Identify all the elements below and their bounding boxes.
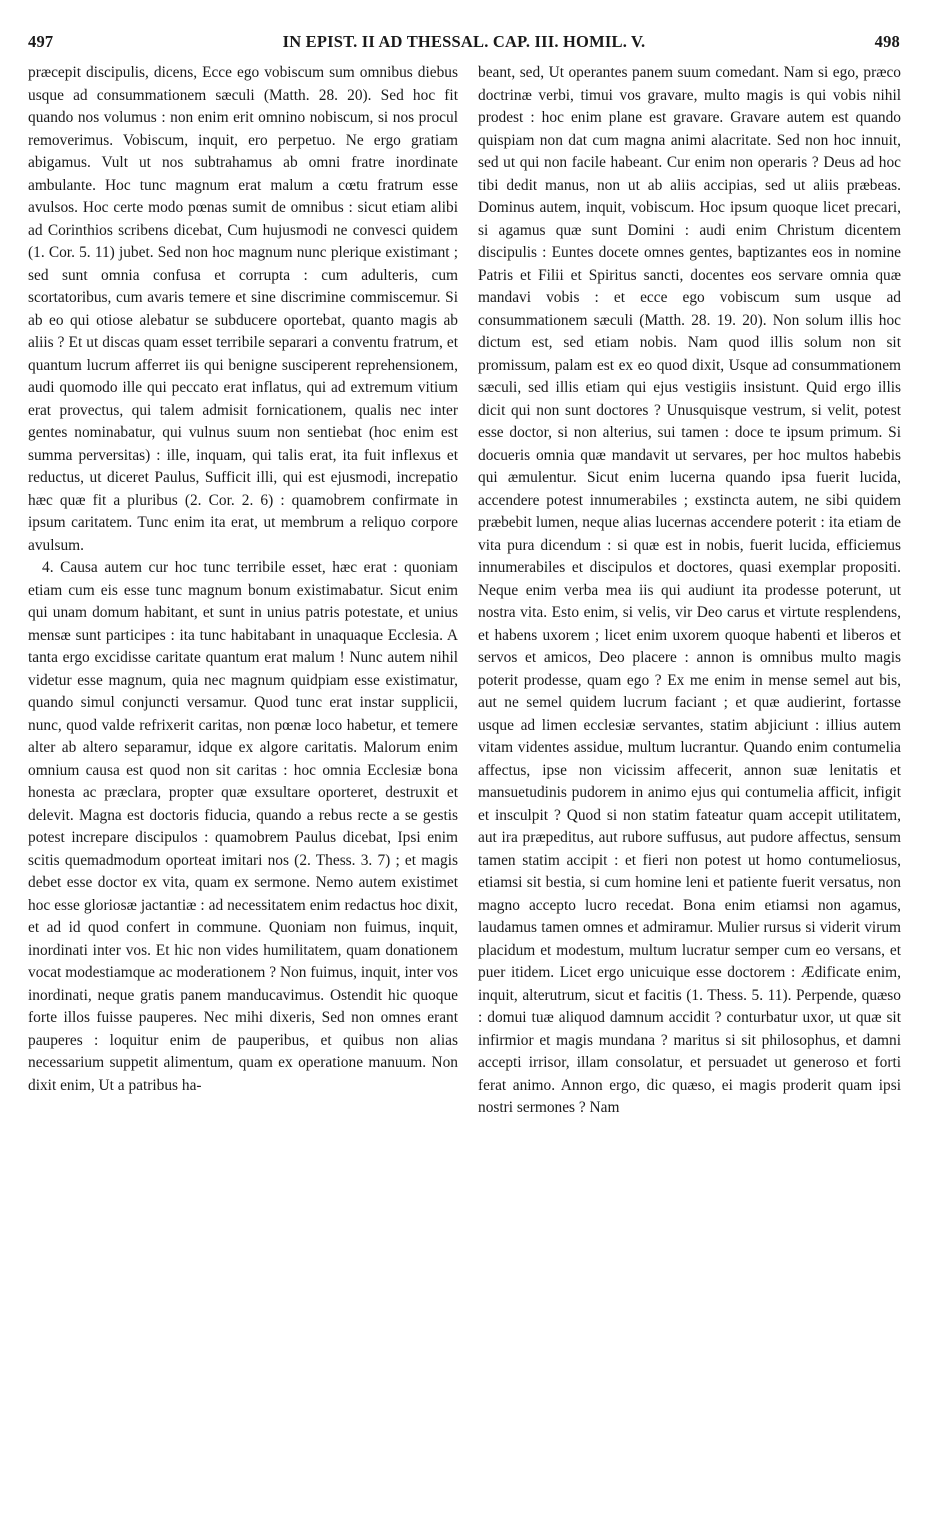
right-column <box>478 62 901 1482</box>
running-header <box>28 32 900 58</box>
page-number-left: 497 <box>28 32 54 51</box>
left-paragraph-1: præcepit discipulis, dicens, Ecce ego vobiscum sum omnibus diebus usque ad consummationem sæculi (Matth. 28. 20). Sed hoc fit quando nos volumus : non enim erit omnino nobiscum, si nos procul removerimus. Vobiscum, inquit, ero perpetuo. Ne ergo gratiam abigamus. Vult ut nos subtrahamus ab omni fratre inordinate ambulante. Hoc tunc magnum erat malum a cœtu fratrum esse avulsos. Hoc certe modo pœnas sumit de omnibus : sicut etiam alibi ad Corinthios scribens dicebat, Cum hujusmodi ne convesci quidem (1. Cor. 5. 11) jubet. Sed non hoc magnum nunc plerique existimant ; sed sunt omnia confusa et corrupta : cum adulteris, cum scortatoribus, cum avaris temere et sine discrimine commiscemur. Si ab eo qui otiose alebatur se subducere oportebat, quanto magis ab aliis ? Et ut discas quam esset terribile separari a conventu fratrum, et quantum lucrum afferret iis qui benigne susciperent reprehensionem, audi quomodo ille qui peccato erat inflatus, qui ad extremum vitium erat provectus, qui talem admisit fornicationem, qualis nec inter gentes nominabatur, qui vulnus suum non sentiebat (hoc enim est summa perversitas) : ille, inquam, qui talis erat, ita fuit inflexus et reductus, ut diceret Paulus, Sufficit illi, qui est ejusmodi, increpatio hæc quæ fit a pluribus (2. Cor. 2. 6) : quamobrem confirmate in ipsum caritatem. Tunc enim ita erat, ut membrum a reliquo corpore avulsum. <box>28 64 458 554</box>
left-paragraph-2: 4. Causa autem cur hoc tunc terribile esset, hæc erat : quoniam etiam cum eis esse tunc magnum bonum existimabatur. Sicut enim qui unam domum habitant, et sunt in unius patris potestate, et unius mensæ sunt participes : ita tunc habitabant in unaquaque Ecclesia. A tanta ergo excidisse caritate quantum erat malum ! Nunc autem nihil videtur esse magnum, quia nec magnum quidpiam esse existimatur, quando simul conjuncti versamur. Quod tunc erat instar supplicii, nunc, quod valde refrixerit caritas, non pœnæ loco habetur, et temere alter ab altero separamur, idque ex algore caritatis. Malorum enim omnium causa est quod non sit caritas : hoc omnia Ecclesiæ bona honesta ac præclara, propter quæ exsultare oporteret, destruxit et delevit. Magna est doctoris fiducia, quando a rebus recte a se gestis potest increpare discipulos : quamobrem Paulus dicebat, Ipsi enim scitis quemadmodum oporteat imitari nos (2. Thess. 3. 7) ; et magis debet esse doctor ex vita, quam ex sermone. Nemo autem existimet hoc esse gloriosæ jactantiæ : ad necessitatem enim redactus hoc dixit, et ad id quod confert in commune. Quoniam non fuimus, inquit, inordinati inter vos. Et hic non vides humilitatem, quam donationem vocat modestiamque ac moderationem ? Non fuimus, inquit, inter vos inordinati, neque gratis panem manducavimus. Ostendit hic quoque forte illos fuisse pauperes. Nec mihi dixeris, Sed non omnes erant pauperes : loquitur enim de pauperibus, et quibus non alias necessarium suppetit alimentum, quam ex operatione manuum. Non dixit enim, Ut a patribus ha- <box>28 559 458 1094</box>
page-number-right: 498 <box>874 32 900 51</box>
right-paragraph-1: beant, sed, Ut operantes panem suum comedant. Nam si ego, præco doctrinæ verbi, timui vos gravare, multo magis is qui vobis nihil prodest : hoc enim plane est gravare. Gravare autem est quando quispiam non dat cum magna animi alacritate. Sed non hoc innuit, sed ut qui non facile habeant. Cur enim non operaris ? Deus ad hoc tibi dedit manus, non ut ab aliis accipias, sed ut aliis præbeas. Dominus autem, inquit, vobiscum. Hoc ipsum quoque licet precari, si agamus quæ sunt Domini : audi enim Christum dicentem discipulis : Euntes docete omnes gentes, baptizantes eos in nomine Patris et Filii et Spiritus sancti, docentes eos servare omnia quæ mandavi vobis : et ecce ego vobiscum sum usque ad consummationem sæculi (Matth. 28. 19. 20). Non solum illis hoc dictum est, sed etiam nobis. Nam quod illis solum non sit promissum, palam est ex eo quod dixit, Usque ad consummationem sæculi, sed illis etiam qui ejus vestigiis insistunt. Quid ergo illis dicit qui non sunt doctores ? Unusquisque vestrum, si velit, potest esse doctor, si non alterius, sui tamen : doce te ipsum primum. Si docueris omnia quæ mandavit ut servares, per hoc multos habebis qui æmulentur. Sicut enim lucerna quando ipsa fuerit lucida, accendere potest innumerabiles ; exstincta autem, ne sibi quidem præbebit lumen, neque alias lucernas accendere poterit : ita etiam de vita pura dicendum : si quæ est in nobis, fuerit lucida, efficiemus innumerabiles et discipulos et doctores, quasi exemplar propositi. Neque enim verba mea iis qui audiunt ita prodesse poterunt, ut nostra vita. Esto enim, si velis, vir Deo carus et virtute resplendens, et habens uxorem ; licet enim uxorem quoque habenti et liberos et servos et amicos, Deo placere : annon is omnibus multo magis poterit prodesse, quam ego ? Ex me enim in mense semel aut bis, aut ne semel quidem lucrum faciant ; et quæ audierint, fortasse usque ad limen ecclesiæ servantes, statim abjiciunt : illius autem vitam videntes assidue, multum lucrantur. Quando enim contumelia affectus, ipse non vicissim affecerit, annon suæ lenitatis et mansuetudinis pudorem in animo ejus qui contumelia afficit, infigit et insculpit ? Quod si non statim fateatur quam accepit utilitatem, aut ira præpeditus, aut rubore suffusus, aut pudore affectus, sensum tamen statim accipit : et fieri non potest ut homo contumeliosus, etiamsi sit bestia, si cum homine leni et patiente fuerit versatus, non magno accepto lucro recedat. Bona enim etiamsi non agamus, laudamus tamen omnes et admiramur. Mulier rursus si viderit virum placidum et modestum, multum lucratur semper cum eo versans, et puer itidem. Licet ergo unicuique esse doctorem : Ædificate enim, inquit, alterutrum, sicut et facitis (1. Thess. 5. 11). Perpende, quæso : domui tuæ aliquod damnum accidit ? conturbatur uxor, ut quæ sit infirmior et magis mundana ? maritus si sit philosophus, et damni accepti irrisor, illam consolatur, et persuadet ut generoso et forti ferat animo. Annon ergo, dic quæso, ei magis proderit quam ipsi nostri sermones ? Nam <box>478 64 901 1116</box>
left-column <box>28 62 458 1482</box>
running-title: IN EPIST. II AD THESSAL. CAP. III. HOMIL. V. <box>282 32 646 51</box>
